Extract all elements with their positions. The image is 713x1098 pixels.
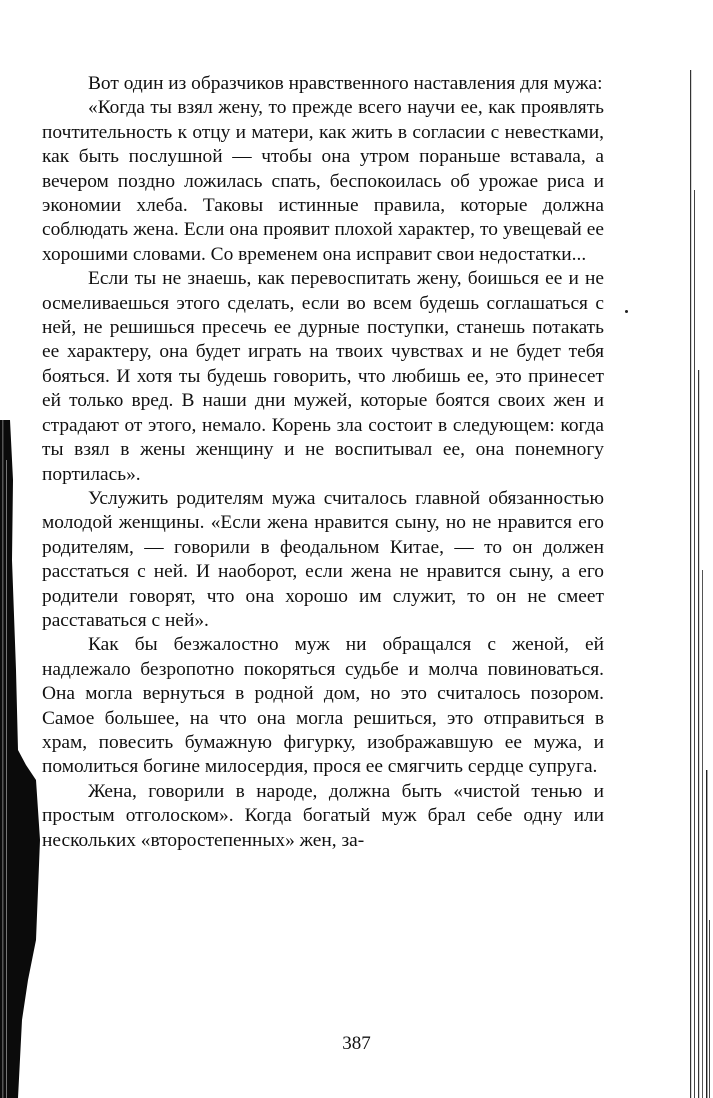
paragraph: «Когда ты взял жену, то прежде всего научи ее, как проявлять почтительность к отцу и матери, как жить в согласии с невестками, как быть послушной — чтобы она утром пораньше вставала, а вечером поздно ложилась спать, беспокоилась об урожае риса и экономии хлеба. Таковы истинные правила, которые должна соблюдать жена. Если она проявит плохой характер, то увещевай ее хорошими словами. Со временем она исправит свои недостатки... bbox=[42, 97, 604, 265]
paragraph: Как бы безжалостно муж ни обращался с женой, ей надлежало безропотно покоряться судьбе и молча повиноваться. Она могла вернуться в родной дом, но это считалось позором. Самое большее, на что она могла решиться, это отправиться в храм, повесить бумажную фигурку, изображавшую ее мужа, и помолиться богине милосердия, прося ее смягчить сердце супруга. bbox=[42, 634, 604, 778]
paragraph: Жена, говорили в народе, должна быть «чистой тенью и простым отголоском». Когда богатый муж брал себе одну или нескольких «второстепенных» жен, за- bbox=[42, 780, 604, 851]
page-number: 387 bbox=[342, 1033, 371, 1054]
paragraph: Вот один из образчиков нравственного наставления для мужа: bbox=[88, 73, 603, 94]
body-text bbox=[42, 72, 604, 853]
scan-shadow-right-edge bbox=[688, 70, 713, 1098]
paragraph: Услужить родителям мужа считалось главной обязанностью молодой женщины. «Если жена нравится сыну, но не нравится его родителям, — говорили в феодальном Китае, — то он должен расстаться с ней. И наоборот, если жена не нравится сыну, а его родители говорят, что она хорошо им служит, то он не смеет расставаться с ней». bbox=[42, 487, 604, 631]
scan-shadow-left-edge bbox=[0, 420, 44, 1098]
paragraph: Если ты не знаешь, как перевоспитать жену, боишься ее и не осмеливаешься этого сделать, если во всем будешь соглашаться с ней, не решишься пресечь ее дурные поступки, станешь потакать ее характеру, она будет играть на твоих чувствах и не будет тебя бояться. И хотя ты будешь говорить, что любишь ее, это принесет ей только вред. В наши дни мужей, которые боятся своих жен и страдают от этого, немало. Корень зла состоит в следующем: когда ты взял в жены женщину и не воспитывал ее, она понемногу портилась». bbox=[42, 268, 604, 485]
margin-speck bbox=[625, 310, 628, 313]
